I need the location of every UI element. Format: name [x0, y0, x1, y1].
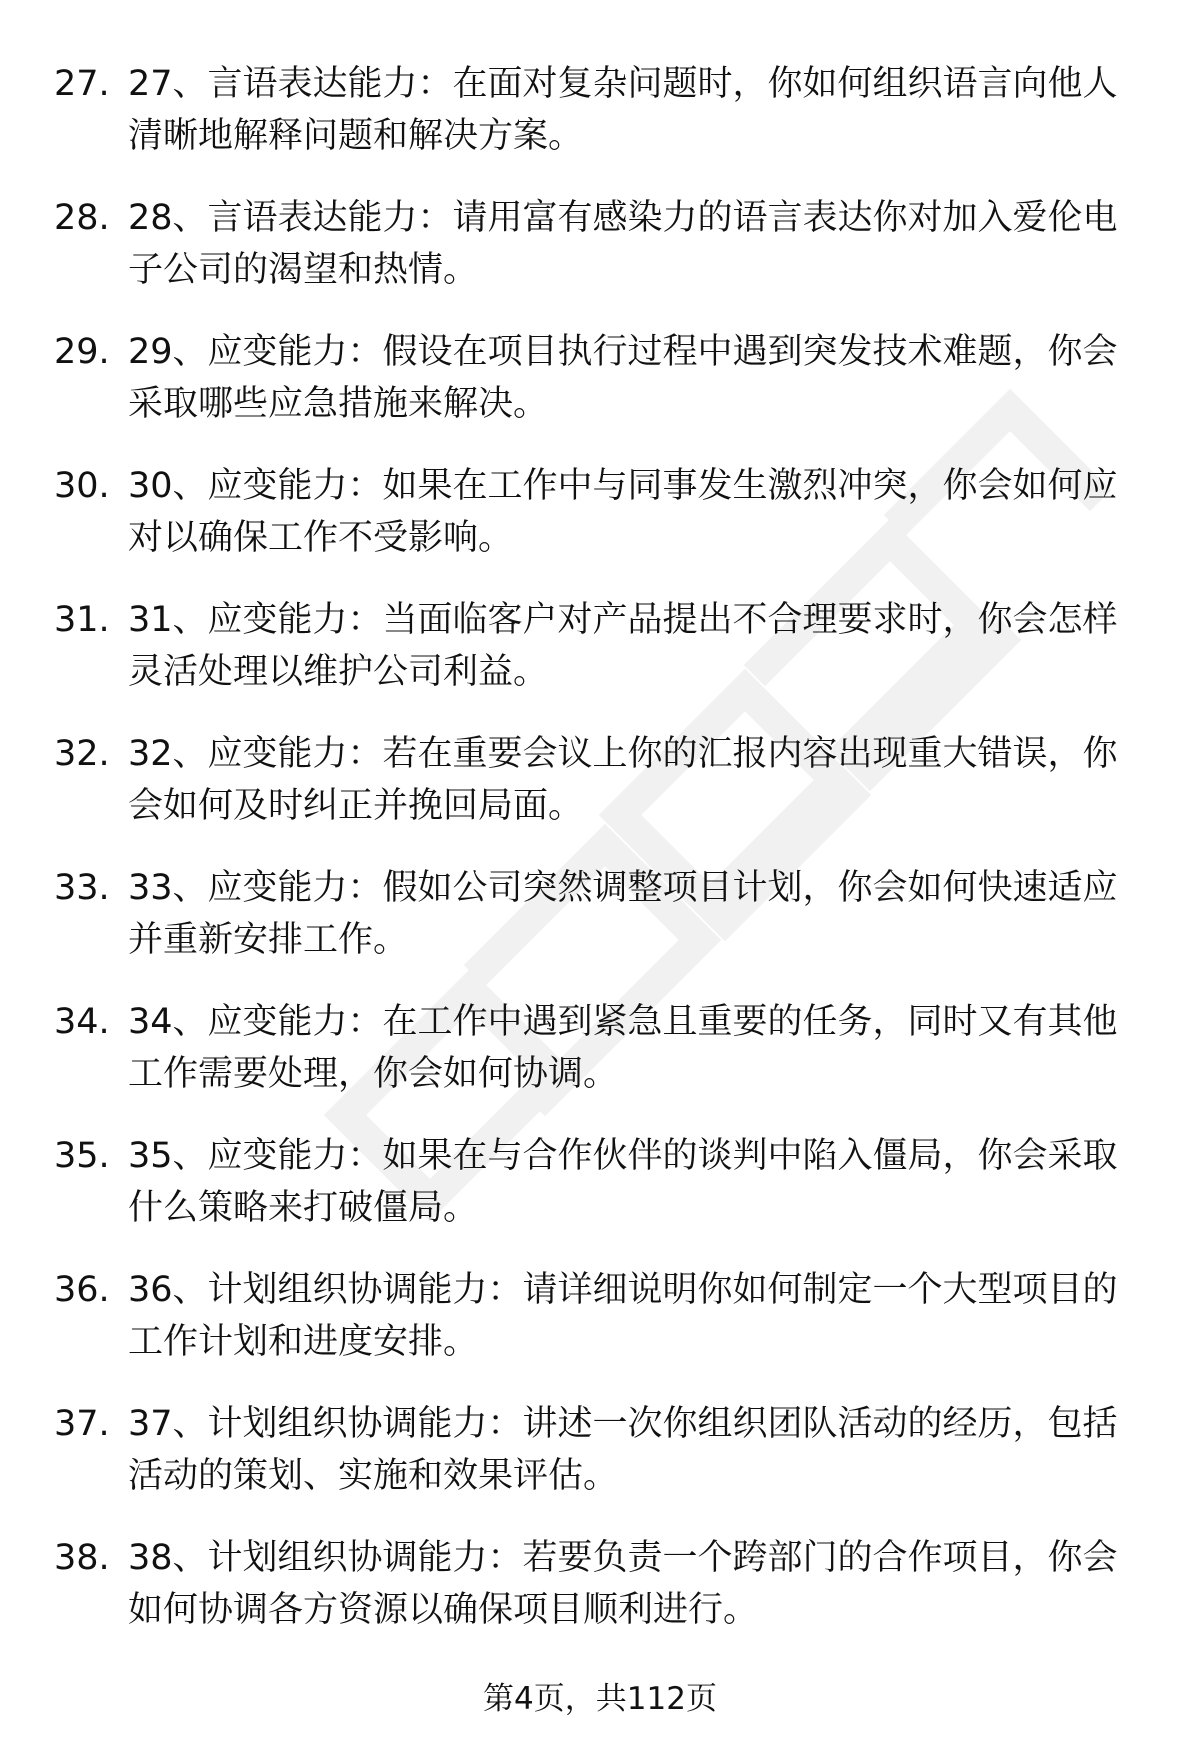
page-number-label: 第4页，共112页: [483, 1681, 717, 1717]
list-item: [0, 460, 1200, 594]
question-list: [0, 58, 1200, 1666]
question-text: 38、计划组织协调能力：若要负责一个跨部门的合作项目，你会如何协调各方资源以确保项目顺利进行。: [128, 1538, 1118, 1630]
question-number: 34.: [54, 1002, 110, 1042]
question-number: 30.: [54, 466, 110, 506]
question-number: 35.: [54, 1136, 110, 1176]
question-number: 31.: [54, 600, 110, 640]
question-number: 32.: [54, 734, 110, 774]
list-item: [0, 326, 1200, 460]
question-number: 38.: [54, 1538, 110, 1578]
list-item: [0, 996, 1200, 1130]
list-item: [0, 1532, 1200, 1666]
question-text: 34、应变能力：在工作中遇到紧急且重要的任务，同时又有其他工作需要处理，你会如何协调。: [128, 1002, 1118, 1094]
question-number: 36.: [54, 1270, 110, 1310]
question-text: 31、应变能力：当面临客户对产品提出不合理要求时，你会怎样灵活处理以维护公司利益。: [128, 600, 1118, 692]
page-footer: [0, 1677, 1200, 1721]
question-text: 28、言语表达能力：请用富有感染力的语言表达你对加入爱伦电子公司的渴望和热情。: [128, 198, 1118, 290]
list-item: [0, 192, 1200, 326]
list-item: [0, 1398, 1200, 1532]
question-number: 33.: [54, 868, 110, 908]
list-item: [0, 58, 1200, 192]
question-text: 30、应变能力：如果在工作中与同事发生激烈冲突，你会如何应对以确保工作不受影响。: [128, 466, 1118, 558]
list-item: [0, 594, 1200, 728]
question-text: 32、应变能力：若在重要会议上你的汇报内容出现重大错误，你会如何及时纠正并挽回局面。: [128, 734, 1118, 826]
question-text: 27、言语表达能力：在面对复杂问题时，你如何组织语言向他人清晰地解释问题和解决方案。: [128, 64, 1118, 156]
list-item: [0, 728, 1200, 862]
question-text: 35、应变能力：如果在与合作伙伴的谈判中陷入僵局，你会采取什么策略来打破僵局。: [128, 1136, 1118, 1228]
question-number: 28.: [54, 198, 110, 238]
list-item: [0, 1130, 1200, 1264]
question-text: 29、应变能力：假设在项目执行过程中遇到突发技术难题，你会采取哪些应急措施来解决。: [128, 332, 1118, 424]
question-number: 27.: [54, 64, 110, 104]
question-number: 29.: [54, 332, 110, 372]
list-item: [0, 1264, 1200, 1398]
question-number: 37.: [54, 1404, 110, 1444]
question-text: 37、计划组织协调能力：讲述一次你组织团队活动的经历，包括活动的策划、实施和效果评估。: [128, 1404, 1118, 1496]
list-item: [0, 862, 1200, 996]
question-text: 33、应变能力：假如公司突然调整项目计划，你会如何快速适应并重新安排工作。: [128, 868, 1118, 960]
question-text: 36、计划组织协调能力：请详细说明你如何制定一个大型项目的工作计划和进度安排。: [128, 1270, 1118, 1362]
